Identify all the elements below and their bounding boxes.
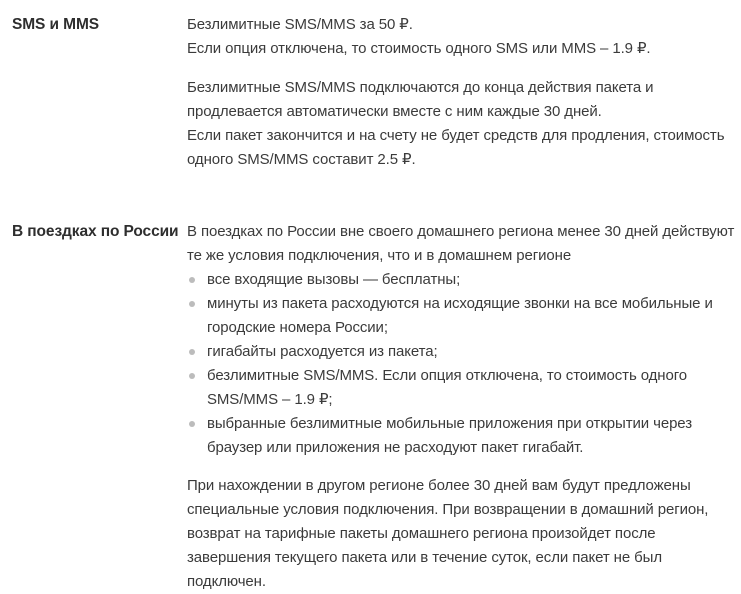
text-line: Безлимитные SMS/MMS за 50 ₽. bbox=[187, 16, 413, 33]
section-content-sms-mms bbox=[187, 13, 735, 172]
list-item-text: выбранные безлимитные мобильные приложения при открытии через браузер или приложения не расходуют пакет гигабайт. bbox=[207, 415, 692, 456]
paragraph-sms-renewal bbox=[187, 76, 735, 172]
bullet-icon bbox=[189, 349, 195, 355]
section-travel-russia bbox=[12, 220, 735, 594]
travel-conditions-list bbox=[187, 268, 735, 460]
section-heading-sms-mms: SMS и MMS bbox=[12, 16, 99, 33]
list-item-text: безлимитные SMS/MMS. Если опция отключена, то стоимость одного SMS/MMS – 1.9 ₽; bbox=[207, 367, 687, 408]
text-line: Безлимитные SMS/MMS подключаются до конца действия пакета и продлевается автоматически вместе с ним каждые 30 дней. bbox=[187, 79, 654, 120]
list-item-text: все входящие вызовы — бесплатны; bbox=[207, 271, 461, 288]
section-content-travel-russia bbox=[187, 220, 735, 594]
bullet-icon bbox=[189, 373, 195, 379]
text-line: Если опция отключена, то стоимость одного SMS или MMS – 1.9 ₽. bbox=[187, 40, 651, 57]
section-sms-mms bbox=[12, 13, 735, 172]
paragraph-travel-intro: В поездках по России вне своего домашнего региона менее 30 дней действуют те же условия подключения, что и в домашнем регионе bbox=[187, 223, 735, 264]
list-item bbox=[187, 340, 735, 364]
list-item bbox=[187, 412, 735, 460]
text-line: Если пакет закончится и на счету не будет средств для продления, стоимость одного SMS/MMS составит 2.5 ₽. bbox=[187, 127, 725, 168]
paragraph-travel-outro: При нахождении в другом регионе более 30 дней вам будут предложены специальные условия подключения. При возвращении в домашний регион, возврат на тарифные пакеты домашнего региона произойдет после завершения текущего пакета или в течение суток, если пакет не был подключен. bbox=[187, 477, 709, 590]
section-heading-travel-russia: В поездках по России bbox=[12, 223, 179, 240]
list-item-text: гигабайты расходуется из пакета; bbox=[207, 343, 438, 360]
list-item bbox=[187, 292, 735, 340]
bullet-icon bbox=[189, 421, 195, 427]
list-item bbox=[187, 268, 735, 292]
list-item-text: минуты из пакета расходуются на исходящие звонки на все мобильные и городские номера России; bbox=[207, 295, 713, 336]
bullet-icon bbox=[189, 301, 195, 307]
bullet-icon bbox=[189, 277, 195, 283]
list-item bbox=[187, 364, 735, 412]
paragraph-sms-price bbox=[187, 13, 735, 61]
